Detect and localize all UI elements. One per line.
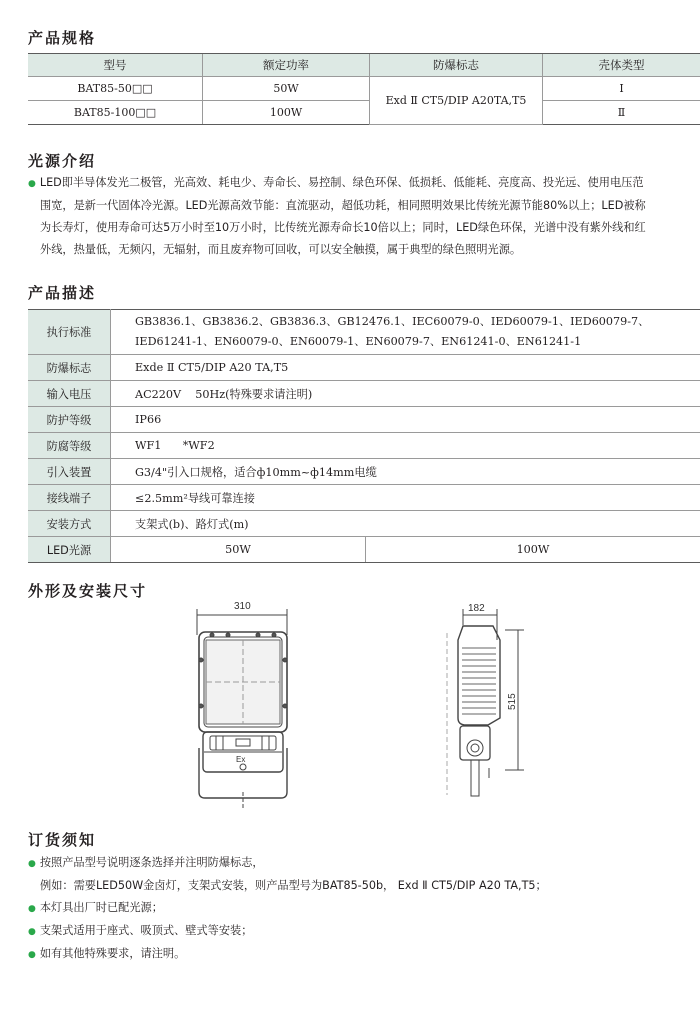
desc-value: 100W (366, 537, 700, 563)
side-width-label: 182 (468, 603, 485, 614)
col-power: 额定功率 (203, 54, 370, 77)
front-width-dimension (197, 609, 287, 635)
light-intro-line: 围宽，是新一代固体冷光源。LED光源高效节能：直流驱动，超低功耗，相同照明效果比传统光源节能80%以上；LED被称 (40, 199, 646, 212)
desc-key: 输入电压 (28, 381, 111, 407)
housing-cell: Ⅰ (543, 77, 700, 101)
desc-key: 接线端子 (28, 485, 111, 511)
desc-value: G3/4"引入口规格，适合ф10mm~ф14mm电缆 (111, 459, 700, 485)
desc-section-title: 产品描述 (28, 284, 97, 302)
model-cell: BAT85-100□□ (28, 101, 203, 125)
desc-key: 防爆标志 (28, 355, 111, 381)
desc-value-line: IED61241-1、EN60079-0、EN60079-1、EN60079-7、EN61241-0、EN61241-1 (135, 335, 582, 348)
desc-key: 安装方式 (28, 511, 111, 537)
front-view (199, 632, 287, 808)
desc-value: 50W (111, 537, 366, 563)
order-note: 例如：需要LED50W金卤灯，支架式安装，则产品型号为BAT85-50b， Exd Ⅱ CT5/DIP A20 TA,T5； (40, 879, 547, 892)
order-section-title: 订货须知 (28, 831, 97, 849)
desc-value: Exde Ⅱ CT5/DIP A20 TA,T5 (111, 355, 700, 381)
light-intro-line: 为长寿灯，使用寿命可达5万小时至10万小时，比传统光源寿命长10倍以上；同时，LED绿色环保，光谱中没有紫外线和红 (40, 221, 646, 234)
power-cell: 100W (203, 101, 370, 125)
desc-key: 引入装置 (28, 459, 111, 485)
light-section-title: 光源介绍 (28, 152, 97, 170)
col-marking: 防爆标志 (370, 54, 543, 77)
order-note: 本灯具出厂时已配光源； (39, 901, 163, 914)
power-cell: 50W (203, 77, 370, 101)
col-model: 型号 (28, 54, 203, 77)
order-note: 支架式适用于座式、吸顶式、壁式等安装； (39, 924, 253, 937)
desc-key: 执行标准 (28, 310, 111, 355)
desc-value: 支架式(b)、路灯式(m) (111, 511, 700, 537)
bullet-icon: ● (28, 179, 36, 189)
dims-section-title: 外形及安装尺寸 (28, 582, 148, 600)
bullet-icon: ● (28, 950, 36, 960)
order-notes (28, 852, 547, 966)
model-cell: BAT85-50□□ (28, 77, 203, 101)
desc-value: ≤2.5mm²导线可靠连接 (111, 485, 700, 511)
desc-key: 防腐等级 (28, 433, 111, 459)
order-note: 按照产品型号说明逐条选择并注明防爆标志， (39, 856, 264, 869)
desc-value: AC220V 50Hz(特殊要求请注明) (111, 381, 700, 407)
front-width-label: 310 (234, 601, 251, 612)
spec-section-title: 产品规格 (28, 29, 97, 47)
col-housing: 壳体类型 (543, 54, 700, 77)
desc-key: LED光源 (28, 537, 111, 563)
marking-cell: Exd Ⅱ CT5/DIP A20TA,T5 (370, 77, 543, 125)
ex-label: Ex (236, 755, 246, 764)
desc-value: IP66 (111, 407, 700, 433)
housing-cell: Ⅱ (543, 101, 700, 125)
bullet-icon: ● (28, 904, 36, 914)
bullet-icon: ● (28, 859, 36, 869)
bullet-icon: ● (28, 927, 36, 937)
height-label: 515 (507, 693, 518, 710)
desc-value-line: GB3836.1、GB3836.2、GB3836.3、GB12476.1、IEC60079-0、IED60079-1、IED60079-7、 (135, 315, 650, 328)
order-note: 如有其他特殊要求，请注明。 (39, 947, 186, 960)
desc-value: WF1 *WF2 (111, 433, 700, 459)
desc-key: 防护等级 (28, 407, 111, 433)
light-intro-line: LED即半导体发光二极管，光高效、耗电少、寿命长、易控制、绿色环保、低损耗、低能耗、亮度高、投光远、使用电压范 (39, 176, 644, 189)
light-intro-line: 外线，热量低，无频闪，无辐射，而且废弃物可回收，可以安全触摸，属于典型的绿色照明光源。 (40, 243, 522, 256)
